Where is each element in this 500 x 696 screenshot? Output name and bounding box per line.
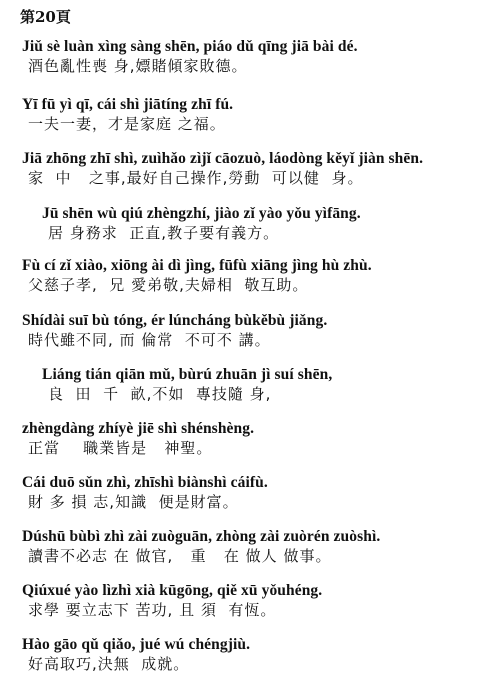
hanzi-line: 居 身務求 正直,教子要有義方。 [48,224,280,242]
hanzi-line: 正當 職業皆是 神聖。 [28,439,213,457]
page-title: 第20頁 [20,8,71,26]
pinyin-line: Fù cí zǐ xiào, xiōng ài dì jìng, fūfù xiāng jìng hù zhù. [22,257,372,274]
pinyin-line: Jiǔ sè luàn xìng sàng shēn, piáo dǔ qīng jiā bài dé. [22,38,358,55]
stanza-9 [22,474,268,512]
hanzi-line: 一夫一妻，才是家庭 之福。 [28,115,226,133]
pinyin-line: Dúshū bùbì zhì zài zuòguān, zhòng zài zuòrén zuòshì. [22,528,381,545]
stanza-10 [22,528,380,566]
pinyin-line: Yī fū yì qī, cái shì jiātíng zhī fú. [22,96,234,113]
pinyin-line: Hào gāo qǔ qiǎo, jué wú chéngjiù. [22,636,251,653]
stanza-7 [42,366,332,404]
hanzi-line: 財 多 損 志,知識 便是財富。 [28,493,239,511]
hanzi-line: 時代雖不同, 而 倫常 不可不 講。 [28,331,271,349]
pinyin-line: Cái duō sǔn zhì, zhīshì biànshì cáifù. [22,474,268,491]
hanzi-line: 酒色亂性喪 身,嫖賭傾家敗德。 [28,57,248,75]
pinyin-line: Liáng tián qiān mǔ, bùrú zhuān jì suí shēn, [42,366,333,383]
stanza-4 [42,205,361,243]
stanza-3 [22,150,423,188]
hanzi-line: 求學 要立志下 苦功, 且 須 有恆。 [28,601,277,619]
hanzi-line: 良 田 千 畝,不如 專技隨 身, [48,385,272,403]
stanza-12 [22,636,250,674]
hanzi-line: 父慈子孝, 兄 愛弟敬,夫婦相 敬互助。 [28,276,309,294]
pinyin-line: Jiā zhōng zhī shì, zuìhǎo zìjǐ cāozuò, láodòng kěyǐ jiàn shēn. [22,150,424,167]
hanzi-line: 讀書不必志 在 做官, 重 在 做人 做事。 [28,547,332,565]
pinyin-line: Jū shēn wù qiú zhèngzhí, jiào zǐ yào yǒu yìfāng. [42,205,361,222]
stanza-5 [22,257,372,295]
pinyin-line: zhèngdàng zhíyè jiē shì shénshèng. [22,420,255,437]
stanza-11 [22,582,322,620]
pinyin-line: Shídài suī bù tóng, ér lúncháng bùkěbù jiǎng. [22,312,328,329]
stanza-2 [22,96,233,134]
pinyin-line: Qiúxué yào lìzhì xià kūgōng, qiě xū yǒuhéng. [22,582,323,599]
hanzi-line: 好高取巧,決無 成就。 [28,655,190,673]
hanzi-line: 家 中 之事,最好自己操作,勞動 可以健 身。 [28,169,364,187]
stanza-6 [22,312,327,350]
stanza-8 [22,420,254,458]
stanza-1 [22,38,358,76]
